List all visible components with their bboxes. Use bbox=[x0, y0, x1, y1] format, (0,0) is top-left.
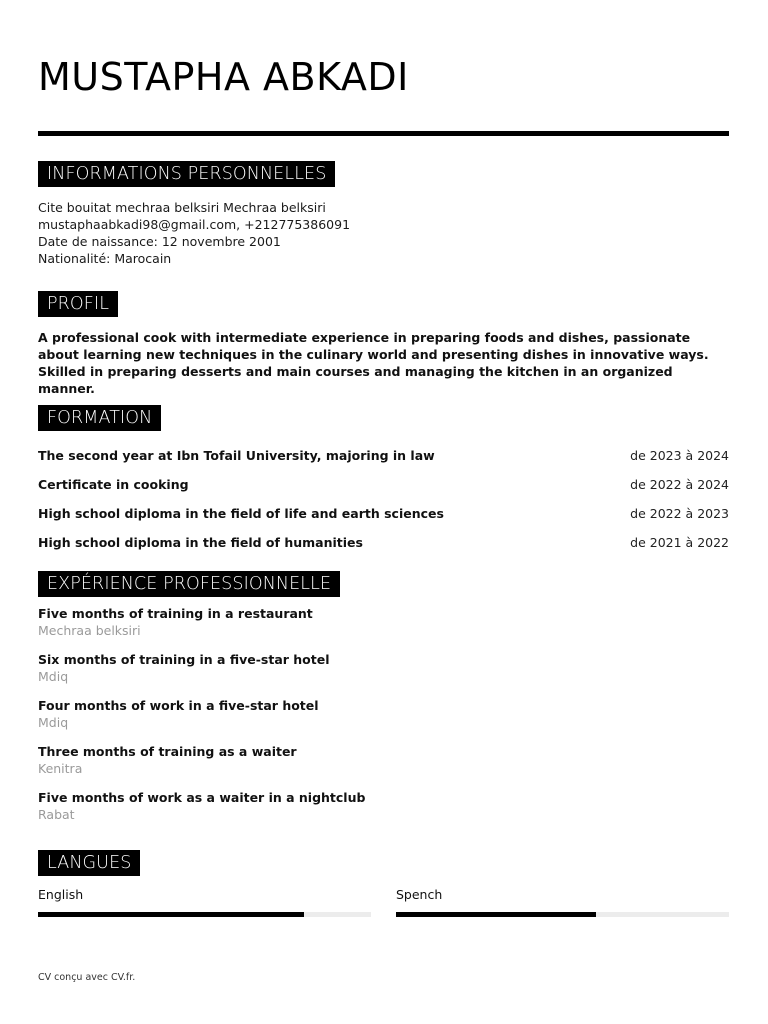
section-personal-info bbox=[38, 161, 729, 267]
footer-credit: CV conçu avec CV.fr. bbox=[38, 972, 136, 983]
language-level-fill bbox=[38, 912, 304, 917]
experience-item bbox=[38, 697, 729, 743]
contact-text: mustaphaabkadi98@gmail.com, +212775386091 bbox=[38, 217, 351, 232]
education-item bbox=[38, 441, 729, 470]
experience-location: Mdiq bbox=[38, 669, 69, 684]
birthdate-text: Date de naissance: 12 novembre 2001 bbox=[38, 234, 281, 249]
candidate-name: MUSTAPHA ABKADI bbox=[38, 55, 409, 99]
education-degree: High school diploma in the field of life and earth sciences bbox=[38, 506, 444, 521]
experience-title: Four months of work in a five-star hotel bbox=[38, 698, 319, 713]
experience-title: Five months of work as a waiter in a nightclub bbox=[38, 790, 366, 805]
address-text: Cite bouitat mechraa belksiri Mechraa belksiri bbox=[38, 200, 326, 215]
section-title-languages: LANGUES bbox=[38, 850, 140, 876]
education-degree: High school diploma in the field of humanities bbox=[38, 535, 363, 550]
section-title-profile: PROFIL bbox=[38, 291, 118, 317]
experience-list bbox=[38, 605, 729, 835]
experience-title: Three months of training as a waiter bbox=[38, 744, 297, 759]
language-item bbox=[396, 886, 729, 917]
education-dates: de 2023 à 2024 bbox=[630, 448, 729, 463]
language-name: English bbox=[38, 887, 84, 902]
language-level-fill bbox=[396, 912, 596, 917]
profile-summary: A professional cook with intermediate experience in preparing foods and dishes, passionate about learning new techniques in the culinary world and presenting dishes in innovative ways. Skilled in preparing desserts and main courses and managing the kitchen in an organized manner. bbox=[38, 330, 709, 396]
header-divider bbox=[38, 131, 729, 136]
section-title-personal: INFORMATIONS PERSONNELLES bbox=[38, 161, 335, 187]
section-profile bbox=[38, 291, 729, 397]
nationality-text: Nationalité: Marocain bbox=[38, 251, 172, 266]
experience-item bbox=[38, 789, 729, 835]
language-level-bar bbox=[38, 912, 371, 917]
language-item bbox=[38, 886, 371, 917]
experience-item bbox=[38, 605, 729, 651]
section-education bbox=[38, 405, 729, 557]
experience-item bbox=[38, 743, 729, 789]
language-level-bar bbox=[396, 912, 729, 917]
languages-list bbox=[38, 886, 729, 926]
experience-title: Five months of training in a restaurant bbox=[38, 606, 313, 621]
experience-location: Mdiq bbox=[38, 715, 69, 730]
section-languages bbox=[38, 850, 729, 926]
education-degree: The second year at Ibn Tofail University, majoring in law bbox=[38, 448, 435, 463]
section-title-education: FORMATION bbox=[38, 405, 161, 431]
education-item bbox=[38, 470, 729, 499]
education-degree: Certificate in cooking bbox=[38, 477, 189, 492]
education-item bbox=[38, 528, 729, 557]
language-name: Spench bbox=[396, 887, 443, 902]
education-dates: de 2022 à 2023 bbox=[630, 506, 729, 521]
experience-title: Six months of training in a five-star hotel bbox=[38, 652, 330, 667]
education-dates: de 2022 à 2024 bbox=[630, 477, 729, 492]
experience-location: Mechraa belksiri bbox=[38, 623, 141, 638]
experience-item bbox=[38, 651, 729, 697]
education-item bbox=[38, 499, 729, 528]
experience-location: Rabat bbox=[38, 807, 75, 822]
section-title-experience: EXPÉRIENCE PROFESSIONNELLE bbox=[38, 571, 340, 597]
education-dates: de 2021 à 2022 bbox=[630, 535, 729, 550]
section-experience bbox=[38, 571, 729, 835]
education-list bbox=[38, 441, 729, 557]
experience-location: Kenitra bbox=[38, 761, 83, 776]
personal-info-lines bbox=[38, 199, 729, 267]
